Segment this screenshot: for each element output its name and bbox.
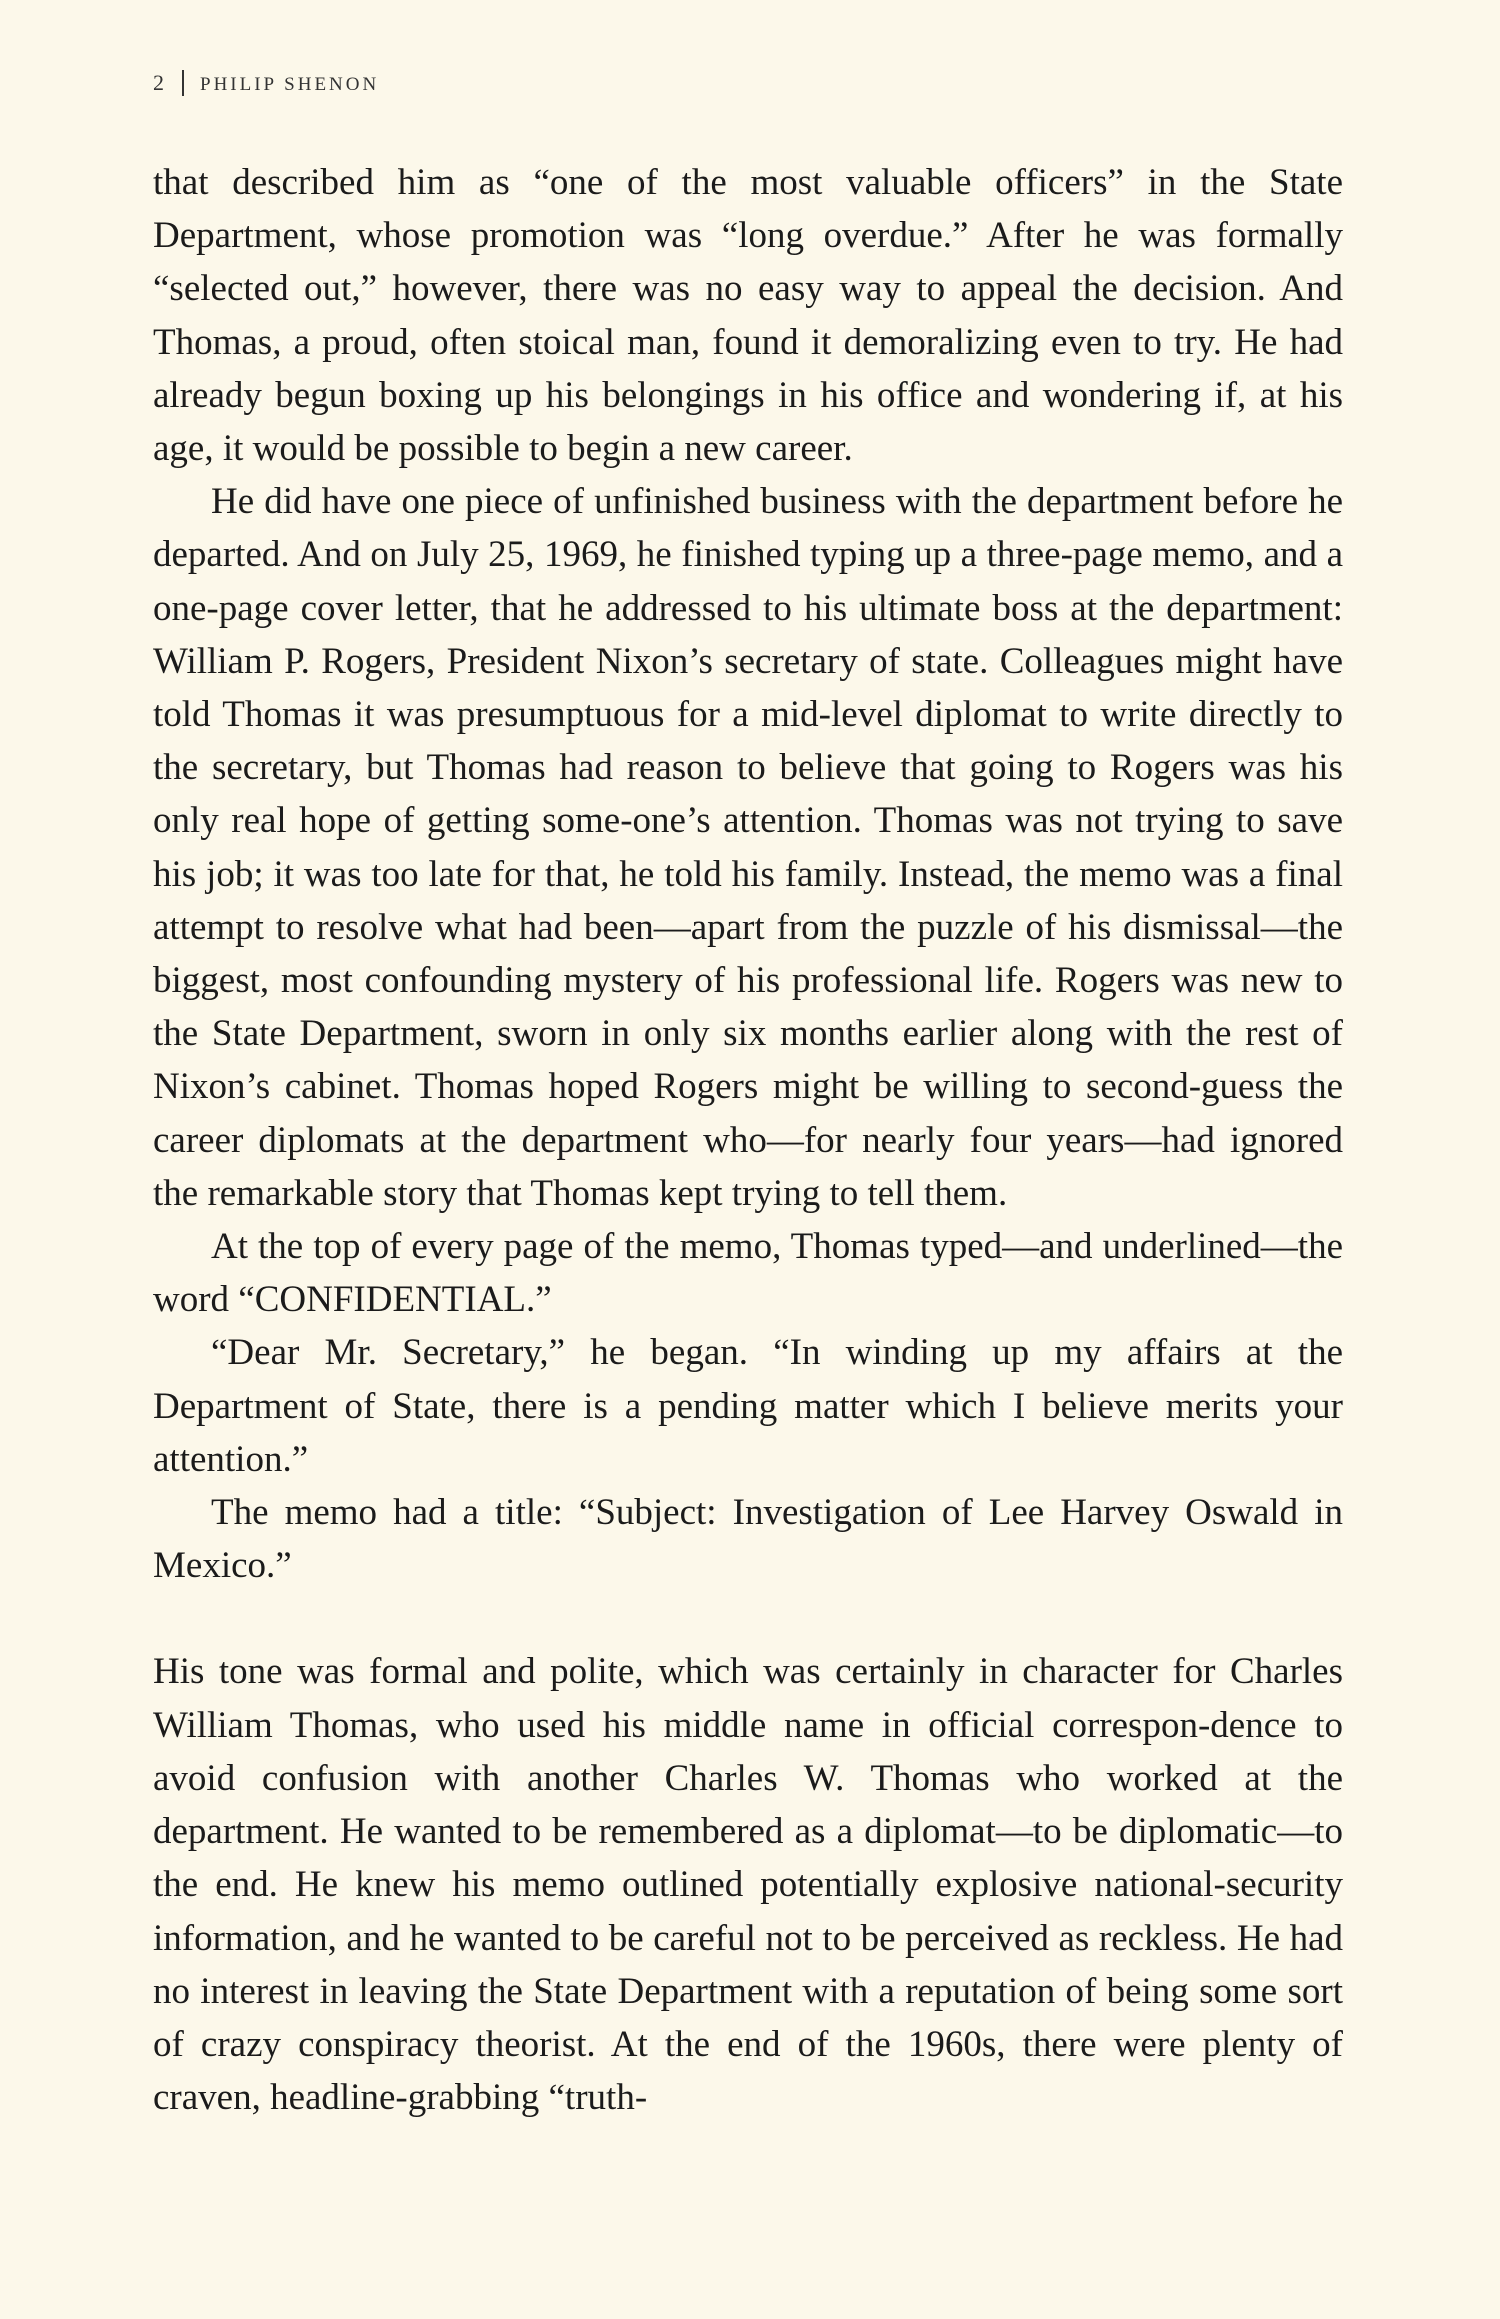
paragraph: The memo had a title: “Subject: Investigation of Lee Harvey Oswald in Mexico.” (153, 1492, 1343, 1587)
paragraph: At the top of every page of the memo, Thomas typed—and underlined—the word “CONFIDENTIAL.” (153, 1226, 1343, 1321)
paragraph: “Dear Mr. Secretary,” he began. “In winding up my affairs at the Department of State, there is a pending matter which I believe merits your attention.” (153, 1332, 1343, 1480)
page-number: 2 (153, 70, 164, 95)
body-text (153, 156, 1343, 2124)
paragraph-continued: that described him as “one of the most valuable officers” in the State Department, whose promotion was “long overdue.” After he was formally “selected out,” however, there was no easy way to appeal the decision. And Thomas, a proud, often stoical man, found it demoralizing even to try. He had already begun boxing up his belongings in his office and wondering if, at his age, it would be possible to begin a new career. (153, 162, 1343, 470)
paragraph: He did have one piece of unfinished business with the department before he departed. And on July 25, 1969, he finished typing up a three-page memo, and a one-page cover letter, that he addressed to his ultimate boss at the department: William P. Rogers, President Nixon’s secretary of state. Colleagues might have told Thomas it was presumptuous for a mid-level diplomat to write directly to the secretary, but Thomas had reason to believe that going to Rogers was his only real hope of getting some-one’s attention. Thomas was not trying to save his job; it was too late for that, he told his family. Instead, the memo was a final attempt to resolve what had been—apart from the puzzle of his dismissal—the biggest, most confounding mystery of his professional life. Rogers was new to the State Department, sworn in only six months earlier along with the rest of Nixon’s cabinet. Thomas hoped Rogers might be willing to second-guess the career diplomats at the department who—for nearly four years—had ignored the remarkable story that Thomas kept trying to tell them. (153, 481, 1343, 1214)
header-divider (182, 70, 184, 96)
running-head (153, 70, 379, 98)
running-head-author: PHILIP SHENON (200, 74, 380, 95)
paragraph-section-start: His tone was formal and polite, which was certainly in character for Charles William Thomas, who used his middle name in official correspon-dence to avoid confusion with another Charles W. Thomas who worked at the department. He wanted to be remembered as a diplomat—to be diplomatic—to the end. He knew his memo outlined potentially explosive national-security information, and he wanted to be careful not to be perceived as reckless. He had no interest in leaving the State Department with a reputation of being some sort of crazy conspiracy theorist. At the end of the 1960s, there were plenty of craven, headline-grabbing “truth- (153, 1651, 1343, 2119)
